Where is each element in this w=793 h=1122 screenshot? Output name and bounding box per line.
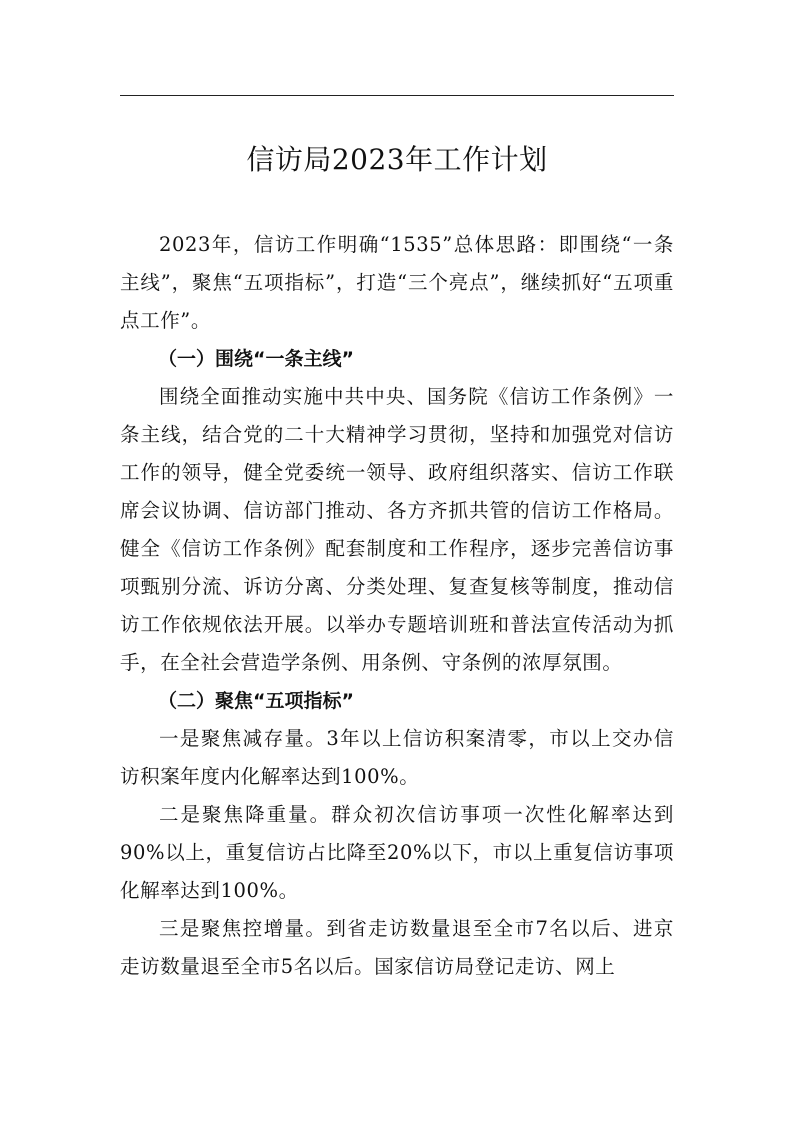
section-heading-1: （一）围绕“一条主线” (158, 348, 354, 370)
indicator-2-paragraph: 二是聚焦降重量。群众初次信访事项一次性化解率达到90%以上，重复信访占比降至20%以下，市以上重复信访事项化解率达到100%。 (120, 803, 674, 902)
indicator-3-paragraph: 三是聚焦控增量。到省走访数量退至全市7名以后、进京走访数量退至全市5名以后。国家信访局登记走访、网上 (120, 917, 674, 978)
header-rule (120, 95, 674, 96)
intro-paragraph: 2023年，信访工作明确“1535”总体思路：即围绕“一条主线”，聚焦“五项指标”，打造“三个亮点”，继续抓好“五项重点工作”。 (120, 233, 674, 332)
document-body (120, 226, 674, 986)
section-1-paragraph: 围绕全面推动实施中共中央、国务院《信访工作条例》一条主线，结合党的二十大精神学习贯彻，坚持和加强党对信访工作的领导，健全党委统一领导、政府组织落实、信访工作联席会议协调、信访部门推动、各方齐抓共管的信访工作格局。健全《信访工作条例》配套制度和工作程序，逐步完善信访事项甄别分流、诉访分离、分类处理、复查复核等制度，推动信访工作依规依法开展。以举办专题培训班和普法宣传活动为抓手，在全社会营造学条例、用条例、守条例的浓厚氛围。 (120, 385, 674, 674)
section-heading-2: （二）聚焦“五项指标” (158, 690, 354, 712)
document-title: 信访局2023年工作计划 (246, 143, 548, 176)
indicator-1-paragraph: 一是聚焦减存量。3年以上信访积案清零，市以上交办信访积案年度内化解率达到100%。 (120, 727, 674, 788)
